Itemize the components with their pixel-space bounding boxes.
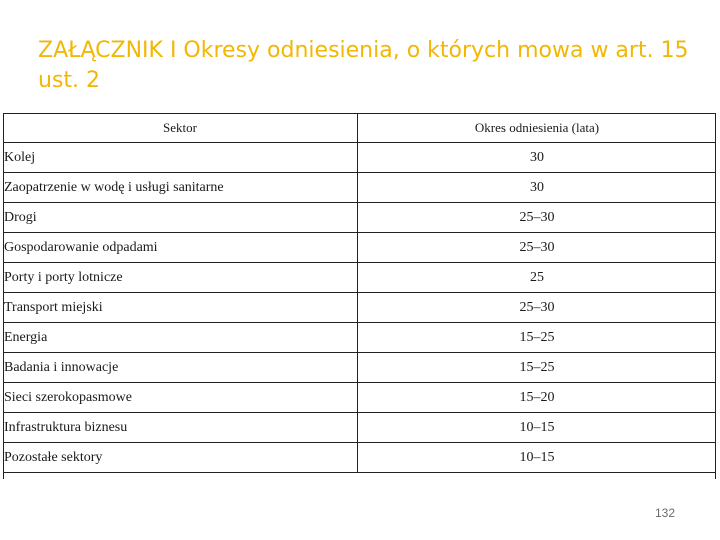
sector-cell: Gospodarowanie odpadami	[3, 233, 358, 263]
table-row	[3, 173, 716, 203]
table-header-row	[3, 114, 716, 143]
sector-cell: Badania i innowacje	[3, 353, 358, 383]
header-sector: Sektor	[3, 114, 358, 143]
table-row	[3, 233, 716, 263]
table-row	[3, 143, 716, 173]
table-row	[3, 413, 716, 443]
sector-cell: Energia	[3, 323, 358, 353]
table-row	[3, 203, 716, 233]
header-reference-period: Okres odniesienia (lata)	[358, 114, 717, 143]
sector-cell: Kolej	[3, 143, 358, 173]
slide-title: ZAŁĄCZNIK I Okresy odniesienia, o których mowa w art. 15 ust. 2	[38, 38, 689, 93]
period-cell: 10–15	[358, 413, 717, 443]
period-cell: 30	[358, 143, 717, 173]
table-row	[3, 263, 716, 293]
page-number: 132	[654, 506, 676, 520]
table-row	[3, 443, 716, 473]
period-cell: 10–15	[358, 443, 717, 473]
reference-periods-table-image	[0, 113, 716, 479]
sector-cell: Transport miejski	[3, 293, 358, 323]
period-cell: 25–30	[358, 203, 717, 233]
table-row	[3, 293, 716, 323]
sector-cell: Pozostałe sektory	[3, 443, 358, 473]
sector-cell: Infrastruktura biznesu	[3, 413, 358, 443]
sector-cell: Sieci szerokopasmowe	[3, 383, 358, 413]
table-row	[3, 383, 716, 413]
reference-periods-table	[3, 113, 716, 473]
period-cell: 15–25	[358, 353, 717, 383]
table-row	[3, 323, 716, 353]
period-cell: 15–20	[358, 383, 717, 413]
period-cell: 30	[358, 173, 717, 203]
period-cell: 25	[358, 263, 717, 293]
period-cell: 25–30	[358, 293, 717, 323]
period-cell: 25–30	[358, 233, 717, 263]
period-cell: 15–25	[358, 323, 717, 353]
sector-cell: Zaopatrzenie w wodę i usługi sanitarne	[3, 173, 358, 203]
table-row	[3, 353, 716, 383]
sector-cell: Porty i porty lotnicze	[3, 263, 358, 293]
sector-cell: Drogi	[3, 203, 358, 233]
